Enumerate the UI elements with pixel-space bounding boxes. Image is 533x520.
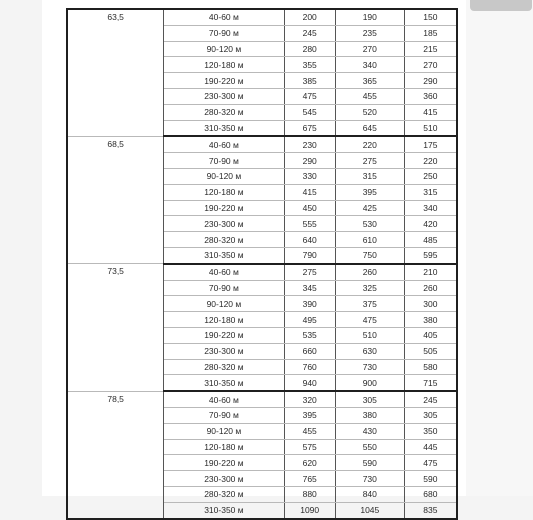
depth-cell: 190-220 м — [164, 327, 284, 343]
price-cell-2: 375 — [335, 296, 404, 312]
depth-cell: 70-90 м — [164, 407, 284, 423]
price-cell-2: 340 — [335, 57, 404, 73]
price-cell-3: 215 — [404, 41, 457, 57]
price-cell-2: 275 — [335, 153, 404, 169]
price-cell-2: 260 — [335, 264, 404, 280]
price-cell-3: 680 — [404, 486, 457, 502]
price-cell-1: 245 — [284, 25, 335, 41]
price-cell-2: 530 — [335, 216, 404, 232]
price-cell-1: 330 — [284, 168, 335, 184]
diameter-cell: 78,5 — [67, 391, 164, 518]
price-cell-3: 505 — [404, 343, 457, 359]
price-cell-2: 730 — [335, 359, 404, 375]
depth-cell: 90-120 м — [164, 423, 284, 439]
price-cell-3: 380 — [404, 312, 457, 328]
diameter-cell: 68,5 — [67, 136, 164, 263]
price-cell-3: 510 — [404, 120, 457, 136]
depth-cell: 40-60 м — [164, 391, 284, 407]
price-cell-3: 250 — [404, 168, 457, 184]
depth-cell: 90-120 м — [164, 168, 284, 184]
price-cell-1: 230 — [284, 136, 335, 152]
depth-cell: 280-320 м — [164, 232, 284, 248]
price-cell-1: 675 — [284, 120, 335, 136]
scrollbar-track[interactable] — [470, 11, 532, 496]
price-cell-3: 485 — [404, 232, 457, 248]
scrollbar-thumb[interactable] — [470, 0, 532, 11]
price-cell-3: 300 — [404, 296, 457, 312]
price-cell-2: 395 — [335, 184, 404, 200]
price-cell-1: 395 — [284, 407, 335, 423]
depth-cell: 190-220 м — [164, 200, 284, 216]
price-cell-1: 455 — [284, 423, 335, 439]
depth-cell: 230-300 м — [164, 88, 284, 104]
price-cell-1: 545 — [284, 104, 335, 120]
price-cell-3: 220 — [404, 153, 457, 169]
price-cell-3: 245 — [404, 391, 457, 407]
price-cell-3: 405 — [404, 327, 457, 343]
depth-cell: 40-60 м — [164, 264, 284, 280]
depth-cell: 190-220 м — [164, 455, 284, 471]
depth-cell: 90-120 м — [164, 296, 284, 312]
price-cell-2: 190 — [335, 9, 404, 25]
diameter-cell: 63,5 — [67, 9, 164, 136]
price-cell-2: 380 — [335, 407, 404, 423]
depth-cell: 70-90 м — [164, 25, 284, 41]
price-cell-3: 290 — [404, 73, 457, 89]
price-cell-1: 660 — [284, 343, 335, 359]
price-cell-2: 1045 — [335, 502, 404, 518]
price-cell-3: 270 — [404, 57, 457, 73]
price-cell-2: 305 — [335, 391, 404, 407]
depth-cell: 120-180 м — [164, 57, 284, 73]
price-cell-1: 280 — [284, 41, 335, 57]
table-row — [67, 136, 457, 152]
price-cell-1: 940 — [284, 375, 335, 391]
depth-cell: 310-350 м — [164, 120, 284, 136]
price-cell-3: 475 — [404, 455, 457, 471]
price-cell-2: 550 — [335, 439, 404, 455]
price-cell-1: 495 — [284, 312, 335, 328]
price-cell-3: 315 — [404, 184, 457, 200]
price-cell-2: 220 — [335, 136, 404, 152]
price-cell-3: 350 — [404, 423, 457, 439]
price-cell-2: 900 — [335, 375, 404, 391]
price-cell-2: 315 — [335, 168, 404, 184]
depth-cell: 230-300 м — [164, 343, 284, 359]
price-cell-1: 620 — [284, 455, 335, 471]
depth-cell: 230-300 м — [164, 216, 284, 232]
price-cell-1: 640 — [284, 232, 335, 248]
table-row — [67, 391, 457, 407]
price-cell-2: 425 — [335, 200, 404, 216]
price-cell-1: 200 — [284, 9, 335, 25]
depth-cell: 40-60 м — [164, 9, 284, 25]
price-table-body — [67, 9, 457, 519]
price-cell-3: 420 — [404, 216, 457, 232]
depth-cell: 230-300 м — [164, 471, 284, 487]
price-cell-1: 790 — [284, 247, 335, 263]
price-cell-1: 1090 — [284, 502, 335, 518]
depth-cell: 70-90 м — [164, 280, 284, 296]
price-cell-2: 645 — [335, 120, 404, 136]
price-cell-2: 590 — [335, 455, 404, 471]
depth-cell: 280-320 м — [164, 359, 284, 375]
price-cell-1: 320 — [284, 391, 335, 407]
price-cell-3: 580 — [404, 359, 457, 375]
price-cell-2: 455 — [335, 88, 404, 104]
depth-cell: 120-180 м — [164, 184, 284, 200]
price-cell-2: 430 — [335, 423, 404, 439]
price-cell-2: 520 — [335, 104, 404, 120]
depth-cell: 40-60 м — [164, 136, 284, 152]
table-row — [67, 264, 457, 280]
price-cell-3: 150 — [404, 9, 457, 25]
price-cell-1: 390 — [284, 296, 335, 312]
price-cell-3: 305 — [404, 407, 457, 423]
price-cell-1: 450 — [284, 200, 335, 216]
depth-cell: 120-180 м — [164, 312, 284, 328]
price-cell-1: 385 — [284, 73, 335, 89]
price-cell-2: 630 — [335, 343, 404, 359]
price-cell-1: 765 — [284, 471, 335, 487]
price-cell-2: 610 — [335, 232, 404, 248]
price-table — [66, 8, 458, 520]
depth-cell: 90-120 м — [164, 41, 284, 57]
price-cell-1: 575 — [284, 439, 335, 455]
table-row — [67, 9, 457, 25]
price-cell-1: 355 — [284, 57, 335, 73]
price-cell-3: 360 — [404, 88, 457, 104]
depth-cell: 120-180 м — [164, 439, 284, 455]
price-cell-1: 275 — [284, 264, 335, 280]
depth-cell: 280-320 м — [164, 486, 284, 502]
price-cell-2: 730 — [335, 471, 404, 487]
price-cell-2: 235 — [335, 25, 404, 41]
price-cell-2: 750 — [335, 247, 404, 263]
price-cell-1: 555 — [284, 216, 335, 232]
price-cell-1: 760 — [284, 359, 335, 375]
price-cell-3: 595 — [404, 247, 457, 263]
price-cell-3: 445 — [404, 439, 457, 455]
price-cell-1: 345 — [284, 280, 335, 296]
price-cell-1: 535 — [284, 327, 335, 343]
price-cell-1: 880 — [284, 486, 335, 502]
depth-cell: 280-320 м — [164, 104, 284, 120]
price-cell-2: 325 — [335, 280, 404, 296]
price-cell-3: 260 — [404, 280, 457, 296]
price-cell-3: 185 — [404, 25, 457, 41]
price-cell-3: 210 — [404, 264, 457, 280]
price-cell-2: 270 — [335, 41, 404, 57]
depth-cell: 190-220 м — [164, 73, 284, 89]
price-cell-2: 365 — [335, 73, 404, 89]
price-cell-3: 715 — [404, 375, 457, 391]
depth-cell: 70-90 м — [164, 153, 284, 169]
price-cell-2: 840 — [335, 486, 404, 502]
price-cell-1: 415 — [284, 184, 335, 200]
price-cell-3: 175 — [404, 136, 457, 152]
depth-cell: 310-350 м — [164, 375, 284, 391]
price-cell-3: 835 — [404, 502, 457, 518]
price-cell-2: 510 — [335, 327, 404, 343]
price-cell-3: 340 — [404, 200, 457, 216]
diameter-cell: 73,5 — [67, 264, 164, 391]
price-cell-3: 590 — [404, 471, 457, 487]
price-cell-1: 290 — [284, 153, 335, 169]
depth-cell: 310-350 м — [164, 247, 284, 263]
depth-cell: 310-350 м — [164, 502, 284, 518]
price-cell-3: 415 — [404, 104, 457, 120]
price-cell-1: 475 — [284, 88, 335, 104]
price-cell-2: 475 — [335, 312, 404, 328]
